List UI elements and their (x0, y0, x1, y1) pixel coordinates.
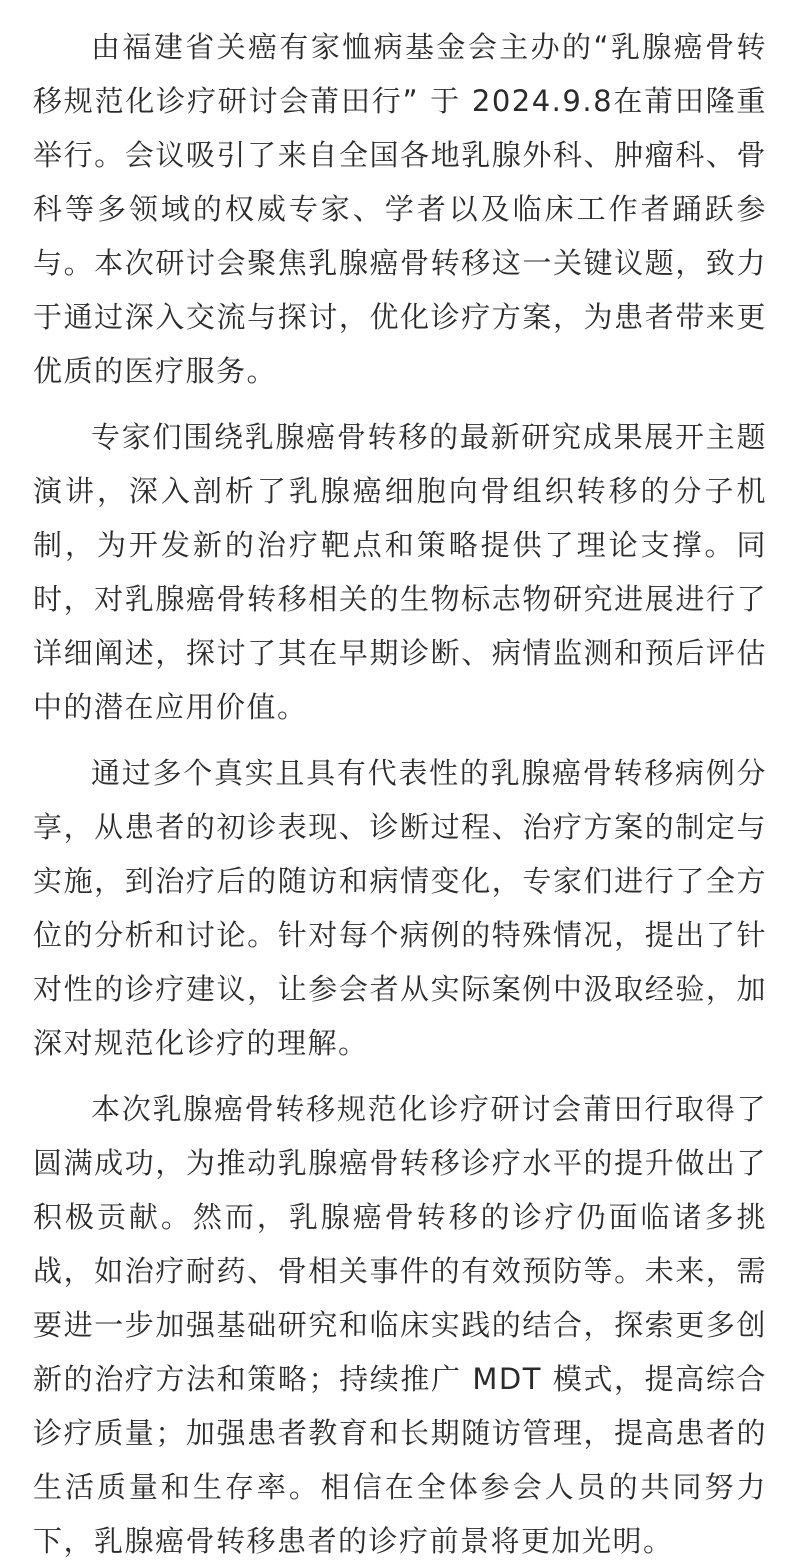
article-paragraph-2: 专家们围绕乳腺癌骨转移的最新研究成果展开主题演讲，深入剖析了乳腺癌细胞向骨组织转移的分子机制，为开发新的治疗靶点和策略提供了理论支撑。同时，对乳腺癌骨转移相关的生物标志物研究进展进行了详细阐述，探讨了其在早期诊断、病情监测和预后评估中的潜在应用价值。 (33, 420, 767, 724)
article-paragraph-1: 由福建省关癌有家恤病基金会主办的“乳腺癌骨转移规范化诊疗研讨会莆田行” 于 2024.9.8在莆田隆重举行。会议吸引了来自全国各地乳腺外科、肿瘤科、骨科等多领域的权威专家、学者以及临床工作者踊跃参与。本次研讨会聚焦乳腺癌骨转移这一关键议题，致力于通过深入交流与探讨，优化诊疗方案，为患者带来更优质的医疗服务。 (33, 30, 767, 388)
article-paragraph-4: 本次乳腺癌骨转移规范化诊疗研讨会莆田行取得了圆满成功，为推动乳腺癌骨转移诊疗水平的提升做出了积极贡献。然而，乳腺癌骨转移的诊疗仍面临诸多挑战，如治疗耐药、骨相关事件的有效预防等。未来，需要进一步加强基础研究和临床实践的结合，探索更多创新的治疗方法和策略；持续推广 MDT 模式，提高综合诊疗质量；加强患者教育和长期随访管理，提高患者的生活质量和生存率。相信在全体参会人员的共同努力下，乳腺癌骨转移患者的诊疗前景将更加光明。 (33, 1092, 767, 1558)
article-paragraph-3: 通过多个真实且具有代表性的乳腺癌骨转移病例分享，从患者的初诊表现、诊断过程、治疗方案的制定与实施，到治疗后的随访和病情变化，专家们进行了全方位的分析和讨论。针对每个病例的特殊情况，提出了针对性的诊疗建议，让参会者从实际案例中汲取经验，加深对规范化诊疗的理解。 (33, 756, 767, 1060)
